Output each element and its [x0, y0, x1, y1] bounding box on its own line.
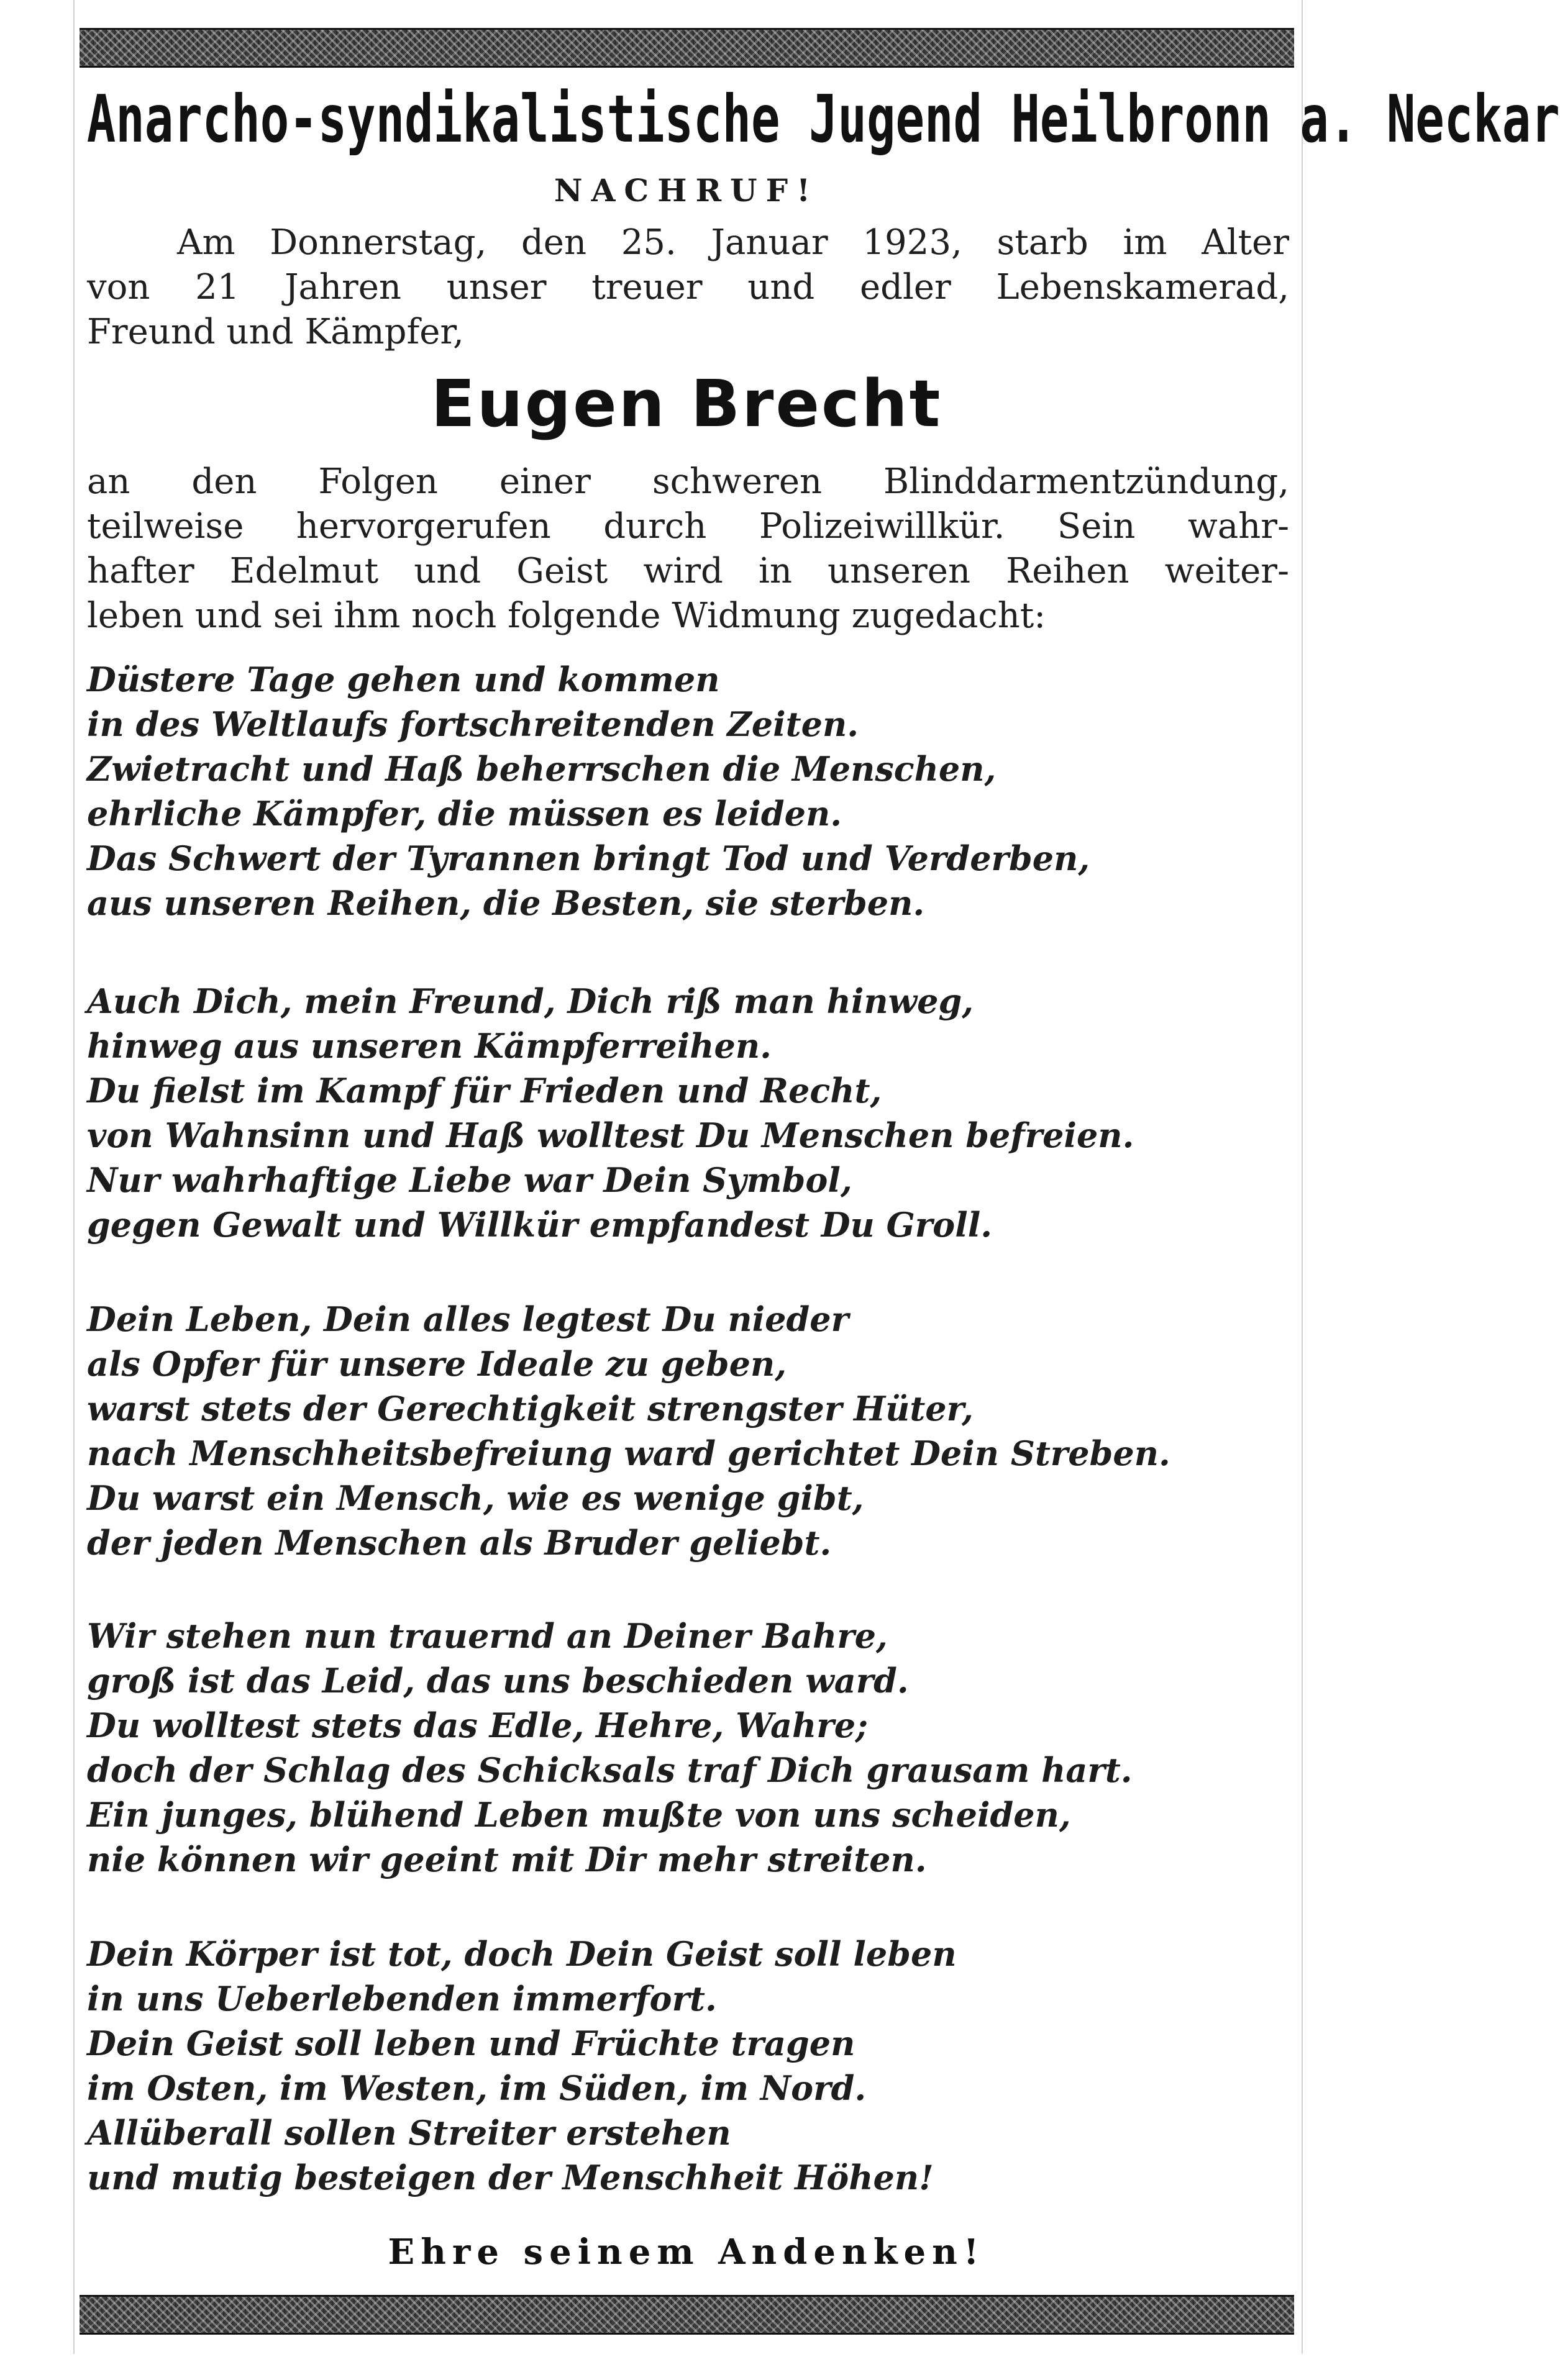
bottom-decorative-rule	[80, 2295, 1294, 2335]
poem-line: Düstere Tage gehen und kommen	[87, 660, 720, 699]
intro-line: von 21 Jahren unser treuer und edler Lebenskamerad,	[87, 267, 1289, 307]
poem-line: Du warst ein Mensch, wie es wenige gibt,	[87, 1478, 864, 1518]
poem-line: Du fielst im Kampf für Frieden und Recht,	[87, 1071, 882, 1111]
cause-line: hafter Edelmut und Geist wird in unseren Reihen weiter-	[87, 551, 1289, 591]
cause-line: an den Folgen einer schweren Blinddarmentzündung,	[87, 461, 1289, 502]
deceased-name: Eugen Brecht	[431, 366, 942, 442]
poem-line: nie können wir geeint mit Dir mehr streiten.	[87, 1840, 927, 1879]
cause-paragraph	[87, 460, 1289, 638]
poem-line: Nur wahrhaftige Liebe war Dein Symbol,	[87, 1160, 852, 1200]
cause-line: teilweise hervorgerufen durch Polizeiwillkür. Sein wahr-	[87, 506, 1289, 547]
poem-line: Du wolltest stets das Edle, Hehre, Wahre;	[87, 1706, 869, 1745]
poem-line: doch der Schlag des Schicksals traf Dich grausam hart.	[87, 1750, 1133, 1790]
poem-line: hinweg aus unseren Kämpferreihen.	[87, 1026, 772, 1066]
poem-verse-3	[87, 1297, 1298, 1565]
poem-line: aus unseren Reihen, die Besten, sie sterben.	[87, 883, 925, 923]
poem-verse-2	[87, 979, 1298, 1247]
top-decorative-rule	[80, 28, 1294, 68]
cause-line: leben und sei ihm noch folgende Widmung zugedacht:	[87, 596, 1046, 636]
poem-line: groß ist das Leid, das uns beschieden ward.	[87, 1661, 909, 1701]
poem-verse-5	[87, 1932, 1298, 2200]
poem-line: warst stets der Gerechtigkeit strengster Hüter,	[87, 1389, 974, 1428]
poem-line: im Osten, im Westen, im Süden, im Nord.	[87, 2068, 867, 2108]
poem-line: Wir stehen nun trauernd an Deiner Bahre,	[87, 1616, 888, 1656]
poem-line: Zwietracht und Haß beherrschen die Menschen,	[87, 749, 997, 789]
intro-line: Am Donnerstag, den 25. Januar 1923, starb im Alter	[177, 222, 1289, 263]
poem-line: in des Weltlaufs fortschreitenden Zeiten.	[87, 704, 859, 744]
intro-paragraph	[87, 220, 1289, 355]
organization-header: Anarcho-syndikalistische Jugend Heilbronn a. Neckar	[86, 82, 1560, 158]
poem-line: als Opfer für unsere Ideale zu geben,	[87, 1344, 787, 1384]
poem-line: Auch Dich, mein Freund, Dich riß man hinweg,	[87, 981, 974, 1021]
poem-line: Dein Leben, Dein alles legtest Du nieder	[87, 1299, 849, 1339]
obituary-heading: NACHRUF!	[554, 172, 819, 209]
poem-line: von Wahnsinn und Haß wolltest Du Menschen befreien.	[87, 1115, 1134, 1155]
poem-line: Dein Körper ist tot, doch Dein Geist soll leben	[87, 1934, 957, 1974]
poem-line: Dein Geist soll leben und Früchte tragen	[87, 2023, 855, 2063]
poem-line: und mutig besteigen der Menschheit Höhen!	[87, 2158, 934, 2197]
poem-line: Das Schwert der Tyrannen bringt Tod und Verderben,	[87, 838, 1090, 878]
intro-line: Freund und Kämpfer,	[87, 312, 464, 352]
poem-verse-1	[87, 657, 1298, 925]
poem-line: gegen Gewalt und Willkür empfandest Du Groll.	[87, 1205, 993, 1245]
poem-line: der jeden Menschen als Bruder geliebt.	[87, 1523, 832, 1563]
poem-line: Ein junges, blühend Leben mußte von uns scheiden,	[87, 1795, 1071, 1835]
poem-line: nach Menschheitsbefreiung ward gerichtet Dein Streben.	[87, 1433, 1170, 1473]
poem-line: in uns Ueberlebenden immerfort.	[87, 1979, 717, 2019]
poem-line: ehrliche Kämpfer, die müssen es leiden.	[87, 794, 842, 833]
poem-verse-4	[87, 1614, 1298, 1882]
poem-line: Allüberall sollen Streiter erstehen	[87, 2113, 731, 2153]
closing-line: Ehre seinem Andenken!	[388, 2232, 985, 2273]
